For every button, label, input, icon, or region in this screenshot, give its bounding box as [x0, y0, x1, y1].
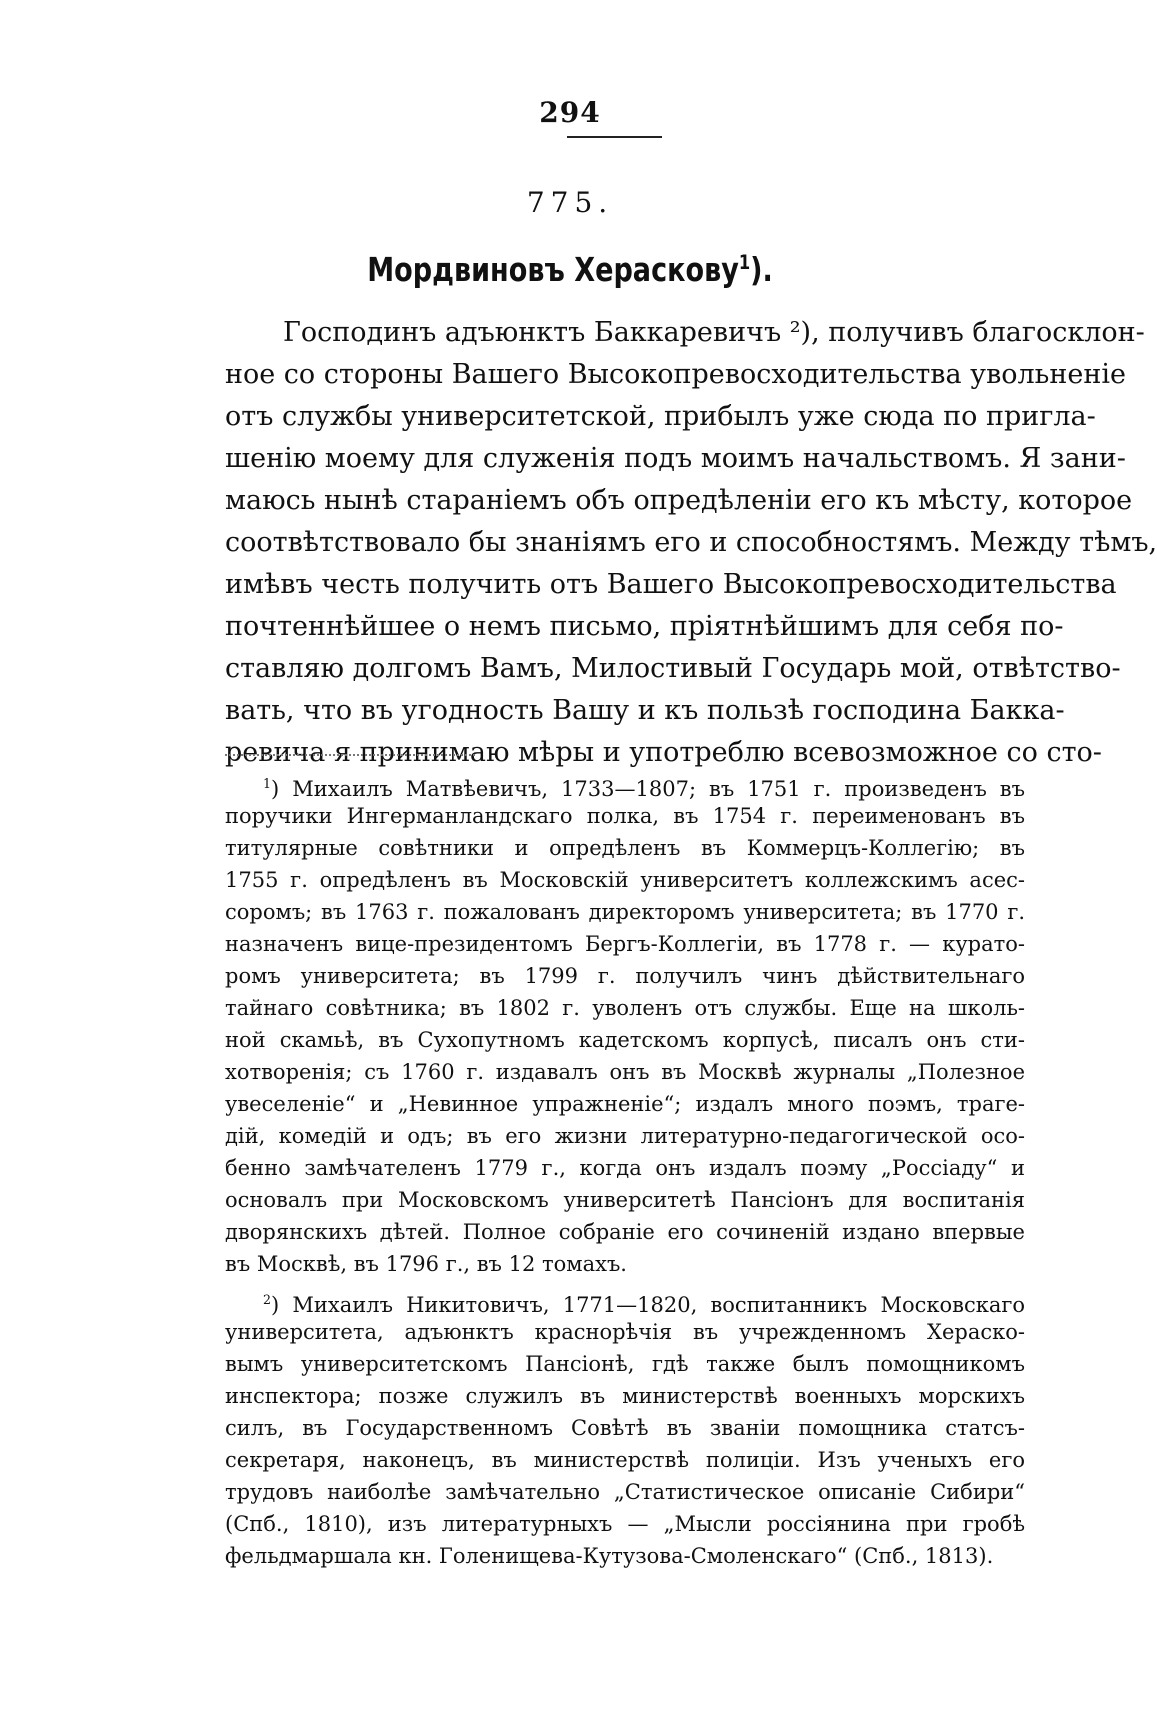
footnote-line: трудовъ наиболѣе замѣчательно „Статистическое описаніе Сибири“ — [225, 1480, 1025, 1504]
title-footnote-marker: 1 — [738, 251, 751, 274]
footnote-marker: 1 — [263, 776, 272, 791]
footnote-1 — [225, 768, 1025, 1280]
footnotes — [225, 768, 1025, 1572]
letter-title: Мордвиновъ Хераскову$^1$). — [367, 250, 773, 289]
footnote-line: увеселеніе“ и „Невинное упражненіе“; издалъ много поэмъ, траге- — [225, 1092, 1025, 1116]
footnote-line: фельдмаршала кн. Голенищева-Кутузова-Смоленскаго“ (Спб., 1813). — [225, 1544, 994, 1568]
footnote-line: хотворенія; съ 1760 г. издавалъ онъ въ Москвѣ журналы „Полезное — [225, 1060, 1025, 1084]
footnote-separator — [225, 754, 475, 756]
footnote-line: ромъ университета; въ 1799 г. получилъ чинъ дѣйствительнаго — [225, 964, 1025, 988]
footnote-2 — [225, 1284, 1025, 1572]
letter-body — [225, 312, 1157, 774]
footnote-line-text: ) Михаилъ Матвѣевичъ, 1733—1807; въ 1751 г. произведенъ въ — [271, 777, 1025, 801]
footnote-line: назначенъ вице-президентомъ Бергъ-Коллегіи, въ 1778 г. — курато- — [225, 932, 1025, 956]
letter-number: 775. — [526, 186, 614, 219]
footnote-line: поручики Ингерманландскаго полка, въ 1754 г. переименованъ въ — [225, 804, 1025, 828]
body-line: Господинъ адъюнктъ Баккаревичъ ²), получивъ благосклон- — [283, 317, 1145, 348]
body-line: ставляю долгомъ Вамъ, Милостивый Государь мой, отвѣтство- — [225, 653, 1121, 684]
footnote-line: университета, адъюнктъ краснорѣчія въ учрежденномъ Хераско- — [225, 1320, 1025, 1344]
footnote-line: вымъ университетскомъ Пансіонѣ, гдѣ также былъ помощникомъ — [225, 1352, 1025, 1376]
letter-title-text: Мордвиновъ Хераскову — [367, 250, 739, 289]
footnote-line: бенно замѣчателенъ 1779 г., когда онъ издалъ поэму „Россіаду“ и — [225, 1156, 1025, 1180]
footnote-line — [225, 768, 1025, 800]
footnote-line: силъ, въ Государственномъ Совѣтѣ въ званіи помощника статсъ- — [225, 1416, 1025, 1440]
footnote-line-text: ) Михаилъ Никитовичъ, 1771—1820, воспитанникъ Московскаго — [271, 1293, 1025, 1317]
footnote-line: 1755 г. опредѣленъ въ Московскій университетъ коллежскимъ асес- — [225, 868, 1025, 892]
page-number: 294 — [539, 96, 601, 129]
footnote-line: дій, комедій и одъ; въ его жизни литературно-педагогической осо- — [225, 1124, 1025, 1148]
body-line: ревича я принимаю мѣры и употреблю всевозможное со сто- — [225, 737, 1102, 768]
body-line: шенію моему для служенія подъ моимъ начальствомъ. Я зани- — [225, 443, 1126, 474]
footnote-line: дворянскихъ дѣтей. Полное собраніе его сочиненій издано впервые — [225, 1220, 1025, 1244]
footnote-line: основалъ при Московскомъ университетѣ Пансіонъ для воспитанія — [225, 1188, 1025, 1212]
body-line: соотвѣтствовало бы знаніямъ его и способностямъ. Между тѣмъ, — [225, 527, 1157, 558]
footnote-line: титулярные совѣтники и опредѣленъ въ Коммерцъ-Коллегію; въ — [225, 836, 1025, 860]
footnote-line: въ Москвѣ, въ 1796 г., въ 12 томахъ. — [225, 1252, 627, 1276]
page-number-rule — [567, 136, 662, 138]
footnote-line: инспектора; позже служилъ въ министерствѣ военныхъ морскихъ — [225, 1384, 1025, 1408]
body-line: отъ службы университетской, прибылъ уже сюда по пригла- — [225, 401, 1096, 432]
footnote-line: тайнаго совѣтника; въ 1802 г. уволенъ отъ службы. Еще на школь- — [225, 996, 1025, 1020]
body-line: ное со стороны Вашего Высокопревосходительства увольненіе — [225, 359, 1126, 390]
body-line: имѣвъ честь получить отъ Вашего Высокопревосходительства — [225, 569, 1117, 600]
footnote-line: соромъ; въ 1763 г. пожалованъ директоромъ университета; въ 1770 г. — [225, 900, 1025, 924]
footnote-line: ной скамьѣ, въ Сухопутномъ кадетскомъ корпусѣ, писалъ онъ сти- — [225, 1028, 1025, 1052]
body-line: вать, что въ угодность Вашу и къ пользѣ господина Бакка- — [225, 695, 1065, 726]
footnote-line — [225, 1284, 1025, 1316]
footnote-marker: 2 — [263, 1292, 272, 1307]
body-line: маюсь нынѣ стараніемъ объ опредѣленіи его къ мѣсту, которое — [225, 485, 1133, 516]
footnote-line: (Спб., 1810), изъ литературныхъ — „Мысли россіянина при гробѣ — [225, 1512, 1025, 1536]
footnote-line: секретаря, наконецъ, въ министерствѣ полиціи. Изъ ученыхъ его — [225, 1448, 1025, 1472]
body-line: почтеннѣйшее о немъ письмо, пріятнѣйшимъ для себя по- — [225, 611, 1064, 642]
